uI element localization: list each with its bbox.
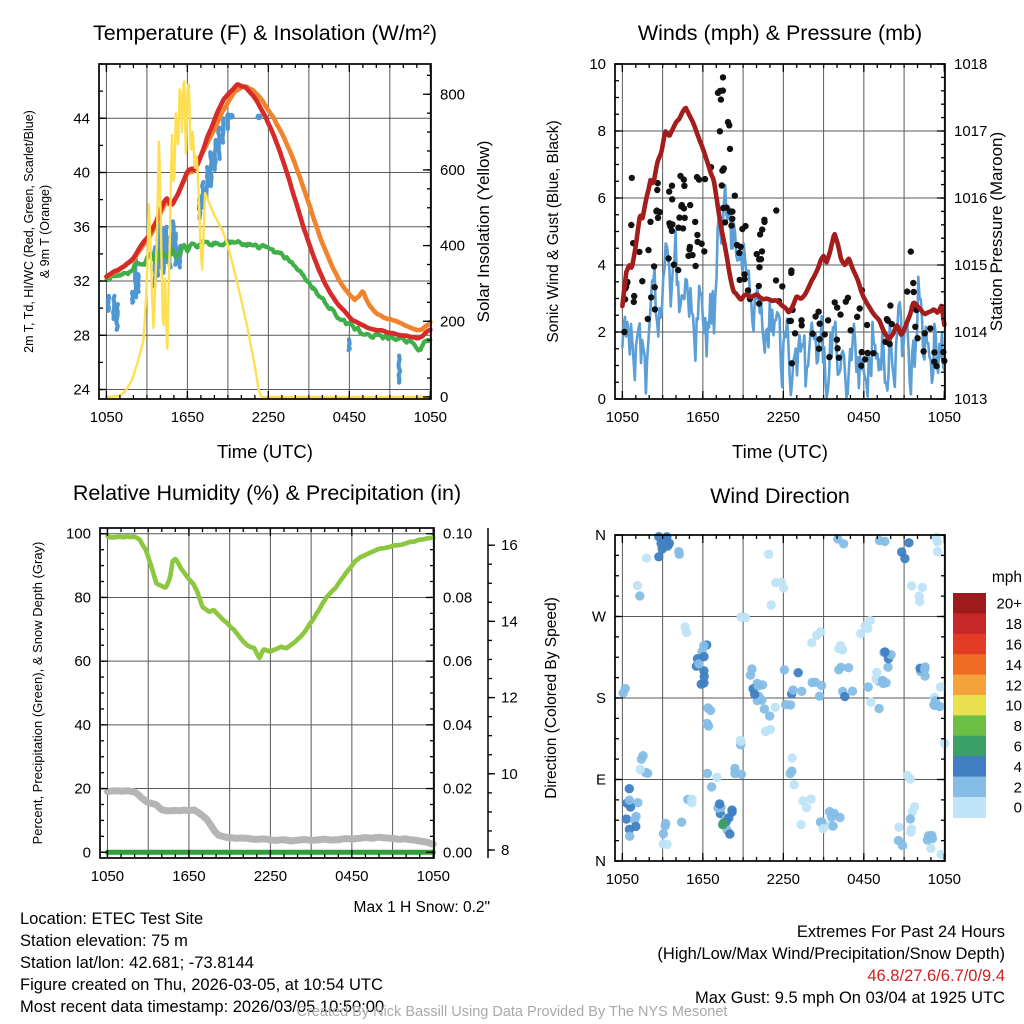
svg-text:N: N [595, 527, 606, 544]
svg-text:1050: 1050 [605, 409, 640, 426]
svg-text:0450: 0450 [847, 409, 881, 426]
station-elevation: Station elevation: 75 m [20, 932, 188, 950]
credit-line: Created By Nick Bassill Using Data Provided By The NYS Mesonet [296, 1004, 728, 1020]
svg-text:2: 2 [1013, 779, 1022, 797]
svg-text:16: 16 [501, 537, 518, 555]
svg-text:14: 14 [1005, 656, 1022, 674]
max-gust-line: Max Gust: 9.5 mph On 03/04 at 1925 UTC [695, 989, 1005, 1007]
svg-text:2250: 2250 [253, 868, 288, 885]
svg-text:0.02: 0.02 [443, 780, 473, 798]
svg-text:10: 10 [589, 56, 606, 73]
svg-text:1017: 1017 [954, 123, 988, 140]
svg-text:1013: 1013 [954, 391, 988, 408]
svg-text:0450: 0450 [335, 868, 369, 885]
svg-text:S: S [595, 690, 606, 707]
svg-text:32: 32 [73, 273, 90, 291]
svg-text:1650: 1650 [686, 871, 720, 888]
svg-text:800: 800 [440, 86, 466, 104]
svg-text:& 9m T (Orange): & 9m T (Orange) [38, 184, 52, 279]
svg-text:2: 2 [597, 324, 606, 341]
svg-text:12: 12 [501, 689, 518, 707]
svg-text:0: 0 [82, 844, 91, 862]
svg-text:2250: 2250 [766, 409, 801, 426]
svg-text:0: 0 [1013, 799, 1022, 817]
svg-text:36: 36 [73, 218, 90, 236]
svg-text:20+: 20+ [996, 595, 1022, 613]
svg-text:Time (UTC): Time (UTC) [732, 441, 828, 462]
extremes-title: Extremes For Past 24 Hours [796, 923, 1005, 941]
svg-text:0: 0 [440, 388, 449, 406]
svg-text:1050: 1050 [90, 868, 125, 885]
svg-text:1018: 1018 [954, 56, 988, 73]
svg-text:2250: 2250 [251, 409, 286, 426]
svg-text:0.00: 0.00 [443, 844, 473, 862]
svg-text:1650: 1650 [686, 409, 720, 426]
svg-text:6: 6 [1013, 738, 1022, 756]
winds-pressure-chart [512, 0, 1024, 470]
svg-text:40: 40 [74, 716, 91, 734]
svg-text:0: 0 [597, 391, 606, 408]
svg-text:E: E [595, 771, 606, 789]
most-recent-data-timestamp: Most recent data timestamp: 2026/03/05 10:50:00 [20, 998, 385, 1016]
svg-text:1016: 1016 [954, 190, 988, 207]
svg-text:40: 40 [73, 164, 90, 182]
svg-text:8: 8 [1013, 718, 1022, 736]
svg-text:1050: 1050 [413, 409, 448, 426]
svg-text:1015: 1015 [954, 257, 988, 274]
station-info [20, 908, 384, 1018]
svg-text:28: 28 [73, 327, 90, 345]
svg-text:60: 60 [74, 653, 91, 671]
svg-text:Direction (Colored By Speed): Direction (Colored By Speed) [543, 597, 560, 799]
svg-text:12: 12 [1005, 677, 1022, 695]
svg-text:Relative Humidity (%) & Precip: Relative Humidity (%) & Precipitation (in) [72, 481, 462, 505]
svg-text:14: 14 [501, 613, 518, 631]
svg-text:8: 8 [597, 123, 606, 140]
svg-text:400: 400 [440, 237, 466, 255]
svg-text:W: W [591, 608, 606, 626]
svg-text:1050: 1050 [927, 409, 962, 426]
svg-text:0.06: 0.06 [443, 653, 473, 671]
svg-text:20: 20 [74, 780, 91, 798]
svg-text:1650: 1650 [172, 868, 206, 885]
svg-text:16: 16 [1005, 636, 1022, 654]
svg-text:1014: 1014 [954, 324, 988, 341]
svg-text:24: 24 [73, 381, 90, 399]
svg-text:Station Pressure (Maroon): Station Pressure (Maroon) [987, 131, 1006, 332]
svg-text:Time (UTC): Time (UTC) [217, 441, 313, 462]
station-latlon: Station lat/lon: 42.681; -73.8144 [20, 954, 254, 972]
svg-text:mph: mph [991, 569, 1022, 586]
station-location: Location: ETEC Test Site [20, 910, 204, 928]
extremes-block [657, 921, 1005, 1009]
svg-text:10: 10 [501, 765, 518, 783]
svg-text:8: 8 [501, 841, 510, 859]
svg-text:N: N [595, 853, 606, 870]
svg-text:1050: 1050 [605, 871, 640, 888]
svg-text:Wind Direction: Wind Direction [710, 484, 850, 508]
svg-text:6: 6 [597, 190, 606, 207]
svg-text:200: 200 [440, 313, 466, 331]
svg-text:Percent, Precipitation (Green): Percent, Precipitation (Green), & Snow Depth (Gray) [30, 541, 45, 845]
svg-text:0450: 0450 [847, 871, 881, 888]
svg-text:Solar Insolation (Yellow): Solar Insolation (Yellow) [474, 140, 493, 323]
svg-text:0.08: 0.08 [443, 589, 473, 607]
svg-text:44: 44 [73, 110, 90, 128]
svg-text:Temperature (F) & Insolation (: Temperature (F) & Insolation (W/m²) [92, 21, 438, 45]
svg-text:Sonic Wind & Gust (Blue, Black: Sonic Wind & Gust (Blue, Black) [545, 120, 562, 343]
svg-text:10: 10 [1005, 697, 1022, 715]
svg-text:1050: 1050 [89, 409, 124, 426]
temperature-insolation-chart [0, 0, 512, 470]
svg-text:100: 100 [65, 525, 91, 543]
svg-text:Winds (mph) & Pressure (mb): Winds (mph) & Pressure (mb) [637, 21, 923, 45]
svg-text:0450: 0450 [332, 409, 367, 426]
extremes-subtitle: (High/Low/Max Wind/Precipitation/Snow Depth) [657, 945, 1005, 963]
svg-text:4: 4 [597, 257, 606, 274]
svg-text:1050: 1050 [927, 871, 962, 888]
svg-text:1050: 1050 [416, 868, 451, 885]
svg-text:80: 80 [74, 589, 91, 607]
svg-text:4: 4 [1013, 758, 1022, 776]
extremes-values: 46.8/27.6/6.7/0/9.4 [867, 967, 1005, 985]
svg-text:2m T, Td, HI/WC (Red, Green, S: 2m T, Td, HI/WC (Red, Green, Scarlet/Blue) [22, 110, 36, 353]
svg-text:18: 18 [1005, 616, 1022, 634]
svg-text:0.10: 0.10 [443, 525, 473, 543]
figure-created-timestamp: Figure created on Thu, 2026-03-05, at 10:54 UTC [20, 976, 383, 994]
svg-text:Max 1 H Snow: 0.2": Max 1 H Snow: 0.2" [353, 899, 490, 916]
svg-text:2250: 2250 [766, 871, 801, 888]
svg-text:0.04: 0.04 [443, 716, 473, 734]
svg-text:1650: 1650 [170, 409, 205, 426]
svg-text:600: 600 [440, 161, 466, 179]
